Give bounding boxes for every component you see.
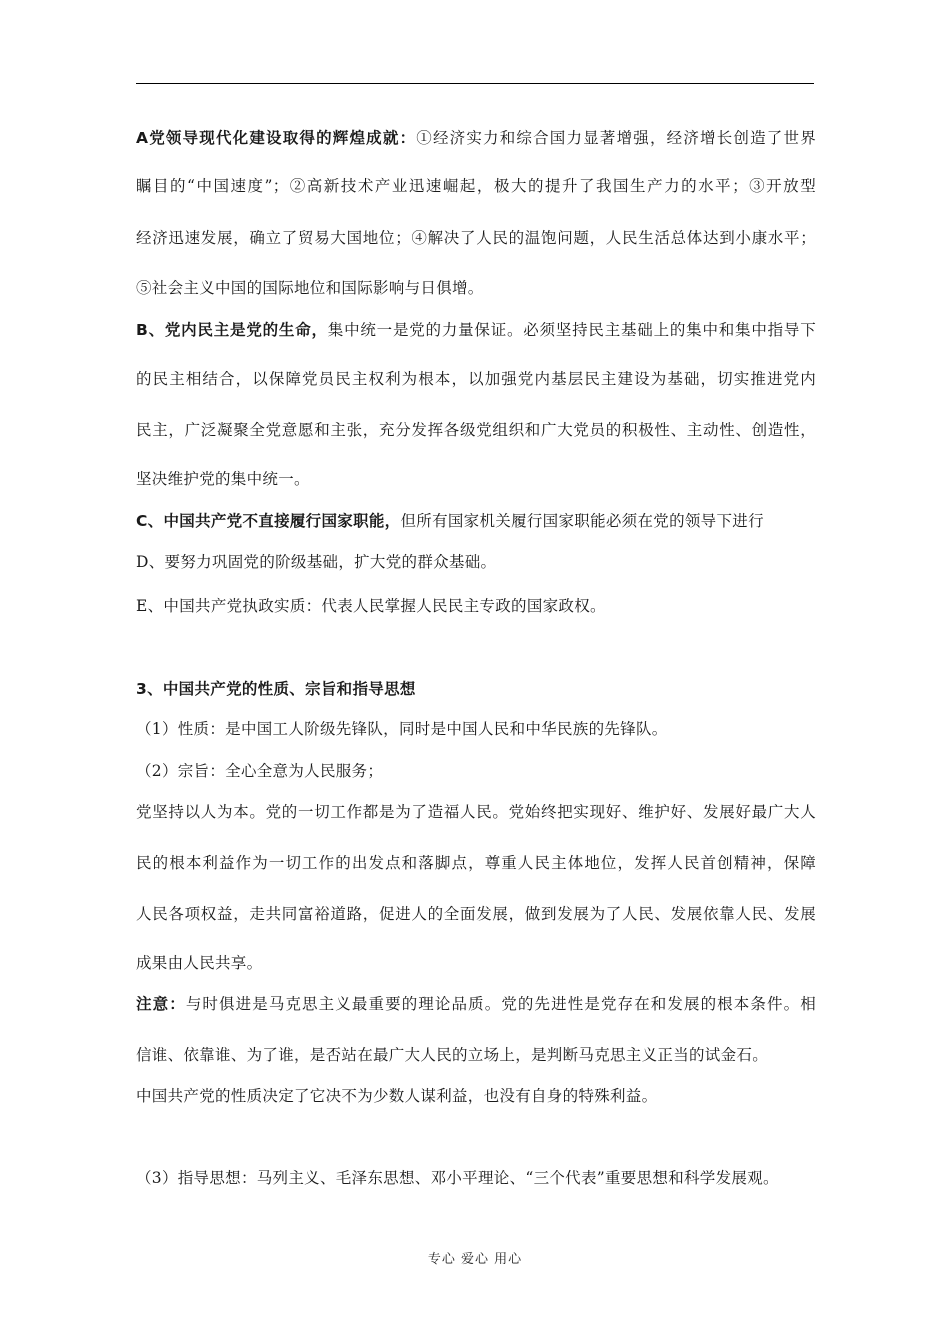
section-a-line-2: 瞩目的“中国速度”；②高新技术产业迅速崛起，极大的提升了我国生产力的水平；③开放型 [136,177,816,195]
section-a-line-1: A党领导现代化建设取得的辉煌成就：①经济实力和综合国力显著增强，经济增长创造了世界 [136,129,816,147]
section-a-line-3: 经济迅速发展，确立了贸易大国地位；④解决了人民的温饱问题，人民生活总体达到小康水平； [136,229,816,247]
section-b-line-2: 的民主相结合，以保障党员民主权利为根本，以加强党内基层民主建设为基础，切实推进党内 [136,370,816,388]
section-d: D、要努力巩固党的阶级基础，扩大党的群众基础。 [136,553,497,571]
note-line-2: 信谁、依靠谁、为了谁，是否站在最广大人民的立场上，是判断马克思主义正当的试金石。 [136,1046,769,1064]
section-b-line-3: 民主，广泛凝聚全党意愿和主张，充分发挥各级党组织和广大党员的积极性、主动性、创造性， [136,421,816,439]
purpose-line: （2）宗旨：全心全意为人民服务； [136,762,384,780]
note-line-1: 注意：与时俱进是马克思主义最重要的理论品质。党的先进性是党存在和发展的根本条件。相 [136,995,817,1013]
section-c: C、中国共产党不直接履行国家职能，但所有国家机关履行国家职能必须在党的领导下进行 [136,512,764,530]
header-rule [136,83,814,84]
section-a-line-4: ⑤社会主义中国的国际地位和国际影响与日俱增。 [136,279,484,297]
people-line-4: 成果由人民共享。 [136,954,263,972]
note-label: 注意： [136,995,186,1013]
section-b-line-1: B、党内民主是党的生命，集中统一是党的力量保证。必须坚持民主基础上的集中和集中指导下 [136,321,816,339]
section-b-line-4: 坚决维护党的集中统一。 [136,470,310,488]
section-e: E、中国共产党执政实质：代表人民掌握人民民主专政的国家政权。 [136,597,606,615]
nature-line: （1）性质：是中国工人阶级先锋队，同时是中国人民和中华民族的先锋队。 [136,720,668,738]
people-line-3: 人民各项权益，走共同富裕道路，促进人的全面发展，做到发展为了人民、发展依靠人民、发展 [136,905,816,923]
people-line-2: 民的根本利益作为一切工作的出发点和落脚点，尊重人民主体地位，发挥人民首创精神，保障 [136,854,816,872]
guide-line: （3）指导思想：马列主义、毛泽东思想、邓小平理论、“三个代表”重要思想和科学发展观。 [136,1169,779,1187]
section-a-heading: A党领导现代化建设取得的辉煌成就： [136,129,417,147]
section-b-heading: B、党内民主是党的生命， [136,321,328,339]
section-3-heading: 3、中国共产党的性质、宗旨和指导思想 [136,680,416,698]
section-c-heading: C、中国共产党不直接履行国家职能， [136,512,401,530]
note-line-3: 中国共产党的性质决定了它决不为少数人谋利益，也没有自身的特殊利益。 [136,1087,658,1105]
page-footer: 专心 爱心 用心 [427,1252,523,1267]
people-line-1: 党坚持以人为本。党的一切工作都是为了造福人民。党始终把实现好、维护好、发展好最广大人 [136,803,816,821]
